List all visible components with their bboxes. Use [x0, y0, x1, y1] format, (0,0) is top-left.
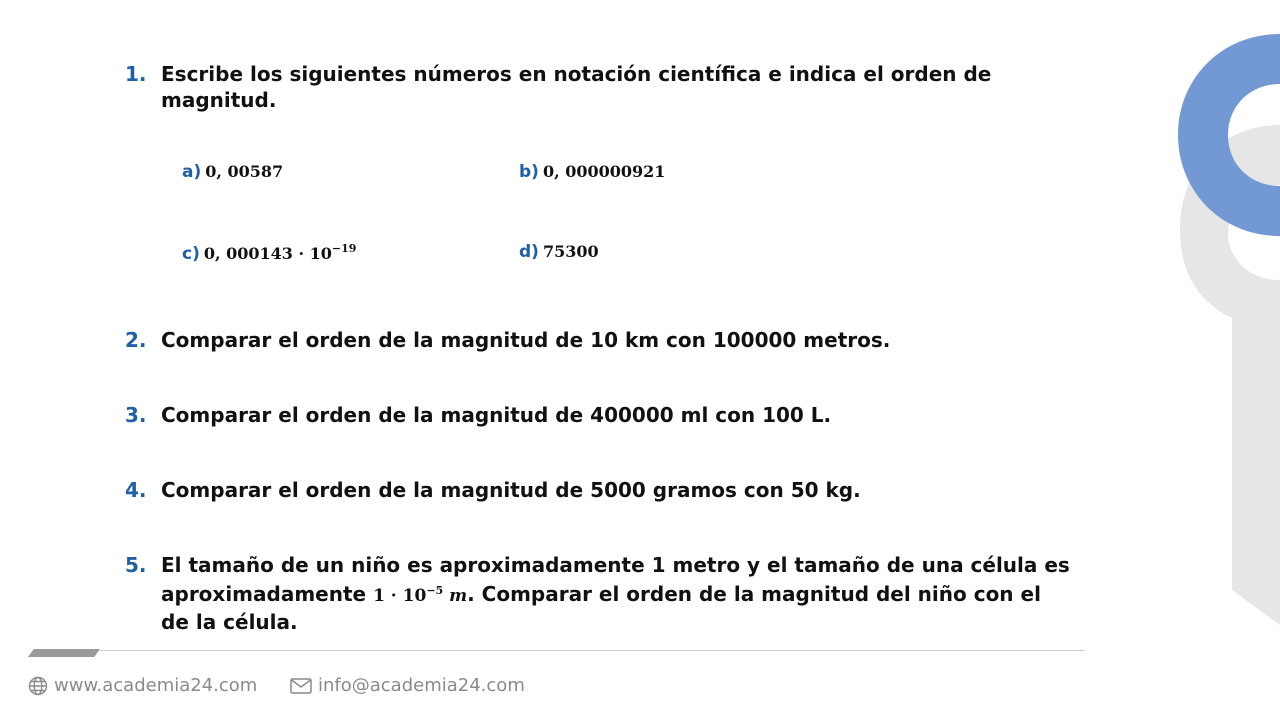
footer-website[interactable] [28, 675, 257, 696]
subitem-label: d) [519, 242, 539, 262]
question-number: 3. [125, 403, 147, 427]
mail-icon [290, 677, 312, 695]
question-text: Comparar el orden de la magnitud de 400000 ml con 100 L. [161, 403, 832, 427]
subitem-a [182, 162, 283, 182]
website-link[interactable]: www.academia24.com [54, 675, 258, 696]
math-base: 1 · 10 [373, 586, 427, 606]
question-number: 2. [125, 328, 147, 352]
subitem-value: 0, 00587 [205, 162, 284, 181]
math-exponent: −5 [426, 584, 444, 597]
subitem-value: 0, 000000921 [542, 162, 666, 181]
question-text: Comparar el orden de la magnitud de 10 km con 100000 metros. [161, 328, 891, 352]
subitem-value: 75300 [542, 242, 599, 261]
question-text: El tamaño de un niño es aproximadamente 1 metro y el tamaño de una célula es aproximadamente [161, 553, 1070, 606]
question-number: 1. [125, 62, 147, 86]
footer-accent-tab [28, 649, 100, 657]
math-unit: m [449, 586, 468, 606]
question-text-continued: . Comparar el orden de la magnitud del niño con el de la célula. [161, 582, 1041, 634]
globe-icon [28, 676, 48, 696]
email-link[interactable]: info@academia24.com [318, 675, 525, 696]
subitem-d [519, 242, 599, 262]
subitem-label: b) [519, 162, 539, 182]
subitem-b [519, 162, 665, 182]
question-text: Escribe los siguientes números en notación científica e indica el orden de magnitud. [161, 62, 992, 112]
subitem-c [182, 242, 356, 264]
footer-divider [100, 650, 1085, 651]
question-number: 5. [125, 553, 147, 577]
question-4 [125, 477, 1065, 503]
question-2 [125, 327, 1065, 353]
question-3 [125, 402, 1065, 428]
question-5 [125, 552, 1070, 635]
question-number: 4. [125, 478, 147, 502]
subitem-value: 0, 000143 · 10 [203, 244, 332, 263]
question-text: Comparar el orden de la magnitud de 5000 gramos con 50 kg. [161, 478, 861, 502]
footer-email[interactable] [290, 675, 525, 696]
question-1 [125, 61, 1065, 113]
subitem-exponent: −19 [331, 242, 357, 255]
subitem-label: a) [182, 162, 202, 182]
subitem-label: c) [182, 244, 200, 264]
